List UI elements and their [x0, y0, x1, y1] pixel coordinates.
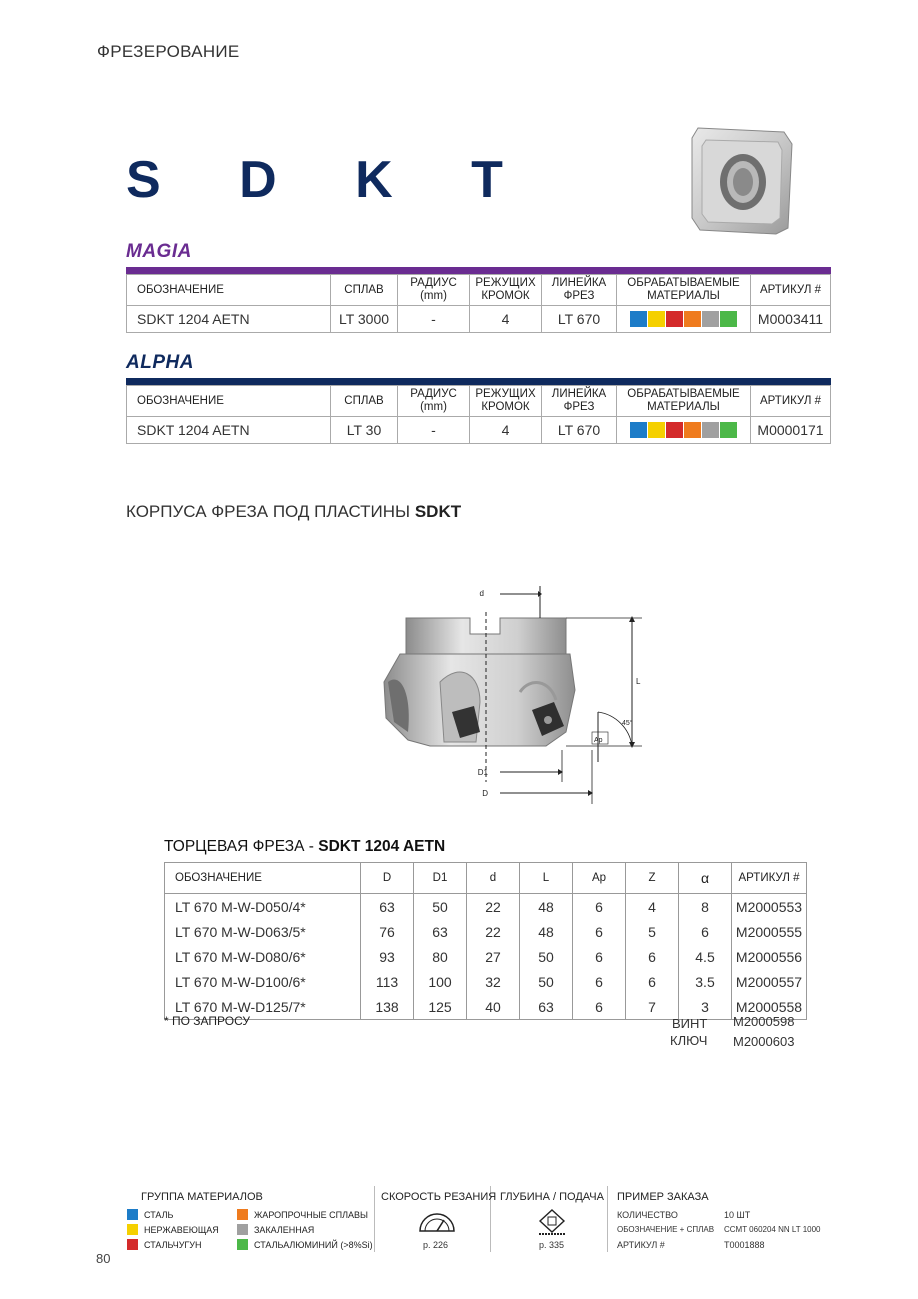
cell: 93	[361, 944, 414, 969]
bodies-heading: КОРПУСА ФРЕЗА ПОД ПЛАСТИНЫ SDKT	[126, 502, 462, 521]
header-radius: РАДИУС (mm)	[398, 386, 470, 417]
series: LT 670	[542, 306, 617, 333]
cell: 6	[573, 894, 626, 920]
swatch-aluminum	[720, 311, 737, 327]
swatch-heat-resistant	[684, 311, 701, 327]
brand-alpha: ALPHA	[126, 352, 194, 373]
cell: 63	[520, 994, 573, 1020]
alpha-insert-table	[126, 385, 831, 444]
cell: 63	[361, 894, 414, 920]
material-swatches	[617, 417, 751, 444]
swatch-hardened	[702, 311, 719, 327]
cell: 125	[414, 994, 467, 1020]
swatch-aluminum	[720, 422, 737, 438]
table-row	[165, 919, 807, 944]
mill-header-alpha: α	[679, 863, 732, 894]
header-series: ЛИНЕЙКА ФРЕЗ	[542, 275, 617, 306]
legend-item	[237, 1209, 373, 1220]
table-row	[127, 417, 831, 444]
cell: 22	[467, 919, 520, 944]
legend-swatch	[127, 1209, 138, 1220]
cell: 50	[414, 894, 467, 920]
mill-header-Z: Z	[626, 863, 679, 894]
brand-magia: MAGIA	[126, 241, 192, 262]
cell: 27	[467, 944, 520, 969]
table-row	[165, 994, 807, 1020]
header-article: АРТИКУЛ #	[751, 386, 831, 417]
cell: 138	[361, 994, 414, 1020]
legend-title: ГРУППА МАТЕРИАЛОВ	[141, 1191, 263, 1203]
accessory-screw-label: ВИНТ	[672, 1016, 708, 1031]
cell: 6	[573, 994, 626, 1020]
header-materials: ОБРАБАТЫВАЕМЫЕ МАТЕРИАЛЫ	[617, 275, 751, 306]
legend-label: СТАЛЬ	[144, 1209, 174, 1220]
cell: 5	[626, 919, 679, 944]
cell: 8	[679, 894, 732, 920]
legend-label: ЗАКАЛЕННАЯ	[254, 1224, 315, 1235]
cell: 32	[467, 969, 520, 994]
cell: 113	[361, 969, 414, 994]
header-materials: ОБРАБАТЫВАЕМЫЕ МАТЕРИАЛЫ	[617, 386, 751, 417]
page-number: 80	[96, 1251, 111, 1266]
cell: LT 670 M-W-D100/6*	[165, 969, 361, 994]
swatch-hardened	[702, 422, 719, 438]
legend-col-1	[127, 1209, 219, 1250]
cell: 80	[414, 944, 467, 969]
depth-feed-title: ГЛУБИНА / ПОДАЧА	[500, 1191, 604, 1203]
header-article: АРТИКУЛ #	[751, 275, 831, 306]
header-series: ЛИНЕЙКА ФРЕЗ	[542, 386, 617, 417]
cell: 6	[626, 969, 679, 994]
table-row	[127, 306, 831, 333]
cell: 6	[573, 944, 626, 969]
cell: 50	[520, 944, 573, 969]
material-swatches	[617, 306, 751, 333]
legend-swatch	[127, 1239, 138, 1250]
legend-item	[237, 1239, 373, 1250]
legend-label: НЕРЖАВЕЮЩАЯ	[144, 1224, 219, 1235]
mill-header-designation: ОБОЗНАЧЕНИЕ	[165, 863, 361, 894]
speedometer-icon	[417, 1210, 457, 1234]
cell: 6	[679, 919, 732, 944]
divider	[607, 1186, 608, 1252]
dim-label-D: D	[482, 789, 488, 798]
legend-col-2	[237, 1209, 373, 1250]
mill-header-D1: D1	[414, 863, 467, 894]
header-edges: РЕЖУЩИХ КРОМОК	[470, 275, 542, 306]
cell: 40	[467, 994, 520, 1020]
edges: 4	[470, 306, 542, 333]
table-row	[165, 894, 807, 920]
dim-label-angle: 45°	[622, 720, 633, 727]
accessory-key-article: M2000603	[733, 1034, 795, 1049]
cell: M2000558	[732, 994, 807, 1020]
divider	[374, 1186, 375, 1252]
legend-item	[127, 1209, 219, 1220]
brand-alpha-bar	[126, 378, 831, 385]
article: M0003411	[751, 306, 831, 333]
insert-depth-icon	[537, 1208, 567, 1236]
dim-label-D1: D1	[477, 768, 488, 777]
legend-item	[127, 1239, 219, 1250]
accessory-screw-article: M2000598	[733, 1014, 795, 1029]
table-row	[165, 944, 807, 969]
header-designation: ОБОЗНАЧЕНИЕ	[127, 386, 331, 417]
mill-table	[164, 862, 807, 1020]
designation: SDKT 1204 AETN	[127, 417, 331, 444]
swatch-steel	[630, 311, 647, 327]
series: LT 670	[542, 417, 617, 444]
order-example-title: ПРИМЕР ЗАКАЗА	[617, 1191, 709, 1203]
cell: 3	[679, 994, 732, 1020]
page-title: S D K T	[126, 151, 535, 209]
mill-table-title: ТОРЦЕВАЯ ФРЕЗА - SDKT 1204 AETN	[164, 838, 446, 855]
header-edges: РЕЖУЩИХ КРОМОК	[470, 386, 542, 417]
cell: 100	[414, 969, 467, 994]
section-title: ФРЕЗЕРОВАНИЕ	[97, 42, 240, 61]
header-designation: ОБОЗНАЧЕНИЕ	[127, 275, 331, 306]
cutting-speed-title: СКОРОСТЬ РЕЗАНИЯ	[381, 1191, 497, 1203]
radius: -	[398, 417, 470, 444]
radius: -	[398, 306, 470, 333]
mill-header-d: d	[467, 863, 520, 894]
mill-header-D: D	[361, 863, 414, 894]
swatch-stainless	[648, 311, 665, 327]
cutter-diagram	[370, 582, 660, 812]
cell: 4.5	[679, 944, 732, 969]
designation: SDKT 1204 AETN	[127, 306, 331, 333]
article: M0000171	[751, 417, 831, 444]
cell: LT 670 M-W-D125/7*	[165, 994, 361, 1020]
swatch-stainless	[648, 422, 665, 438]
cell: M2000553	[732, 894, 807, 920]
legend-item	[237, 1224, 373, 1235]
cell: 48	[520, 894, 573, 920]
cell: 6	[573, 919, 626, 944]
grade: LT 3000	[331, 306, 398, 333]
cell: 50	[520, 969, 573, 994]
mill-header-article: АРТИКУЛ #	[732, 863, 807, 894]
cell: 6	[573, 969, 626, 994]
legend-swatch	[127, 1224, 138, 1235]
swatch-heat-resistant	[684, 422, 701, 438]
order-value-article: T0001888	[724, 1240, 765, 1250]
header-grade: СПЛАВ	[331, 275, 398, 306]
cell: LT 670 M-W-D050/4*	[165, 894, 361, 920]
legend-label: СТАЛЬАЛЮМИНИЙ (>8%Si)	[254, 1239, 373, 1250]
order-label-article: АРТИКУЛ #	[617, 1240, 665, 1250]
swatch-cast-iron	[666, 422, 683, 438]
swatch-cast-iron	[666, 311, 683, 327]
depth-feed-page[interactable]: p. 335	[539, 1240, 565, 1250]
legend-label: СТАЛЬЧУГУН	[144, 1239, 202, 1250]
cell: 76	[361, 919, 414, 944]
order-label-qty: КОЛИЧЕСТВО	[617, 1210, 678, 1220]
order-value-qty: 10 ШТ	[724, 1210, 751, 1220]
header-grade: СПЛАВ	[331, 386, 398, 417]
mill-header-L: L	[520, 863, 573, 894]
brand-magia-bar	[126, 267, 831, 274]
cell: M2000557	[732, 969, 807, 994]
cutting-speed-page[interactable]: p. 226	[423, 1240, 449, 1250]
insert-image	[688, 124, 798, 236]
legend-swatch	[237, 1224, 248, 1235]
legend-item	[127, 1224, 219, 1235]
cell: 63	[414, 919, 467, 944]
legend-swatch	[237, 1239, 248, 1250]
cell: LT 670 M-W-D063/5*	[165, 919, 361, 944]
cell: M2000556	[732, 944, 807, 969]
dim-label-d: d	[479, 589, 484, 598]
cell: 22	[467, 894, 520, 920]
cell: 4	[626, 894, 679, 920]
table-row	[165, 969, 807, 994]
magia-insert-table	[126, 274, 831, 333]
dim-label-ap: Ap	[594, 737, 603, 744]
swatch-steel	[630, 422, 647, 438]
cell: 48	[520, 919, 573, 944]
cell: M2000555	[732, 919, 807, 944]
dim-label-L: L	[636, 677, 641, 686]
accessory-key-label: КЛЮЧ	[670, 1033, 708, 1048]
order-value-designation: CCMT 060204 NN LT 1000	[724, 1225, 821, 1234]
header-radius: РАДИУС (mm)	[398, 275, 470, 306]
legend-label: ЖАРОПРОЧНЫЕ СПЛАВЫ	[254, 1209, 369, 1220]
cell: 3.5	[679, 969, 732, 994]
cell: 6	[626, 944, 679, 969]
cell: 7	[626, 994, 679, 1020]
legend-swatch	[237, 1209, 248, 1220]
order-label-designation: ОБОЗНАЧЕНИЕ + СПЛАВ	[617, 1225, 715, 1234]
grade: LT 30	[331, 417, 398, 444]
cell: LT 670 M-W-D080/6*	[165, 944, 361, 969]
mill-header-Ap: Ap	[573, 863, 626, 894]
footnote: * ПО ЗАПРОСУ	[164, 1014, 251, 1028]
edges: 4	[470, 417, 542, 444]
